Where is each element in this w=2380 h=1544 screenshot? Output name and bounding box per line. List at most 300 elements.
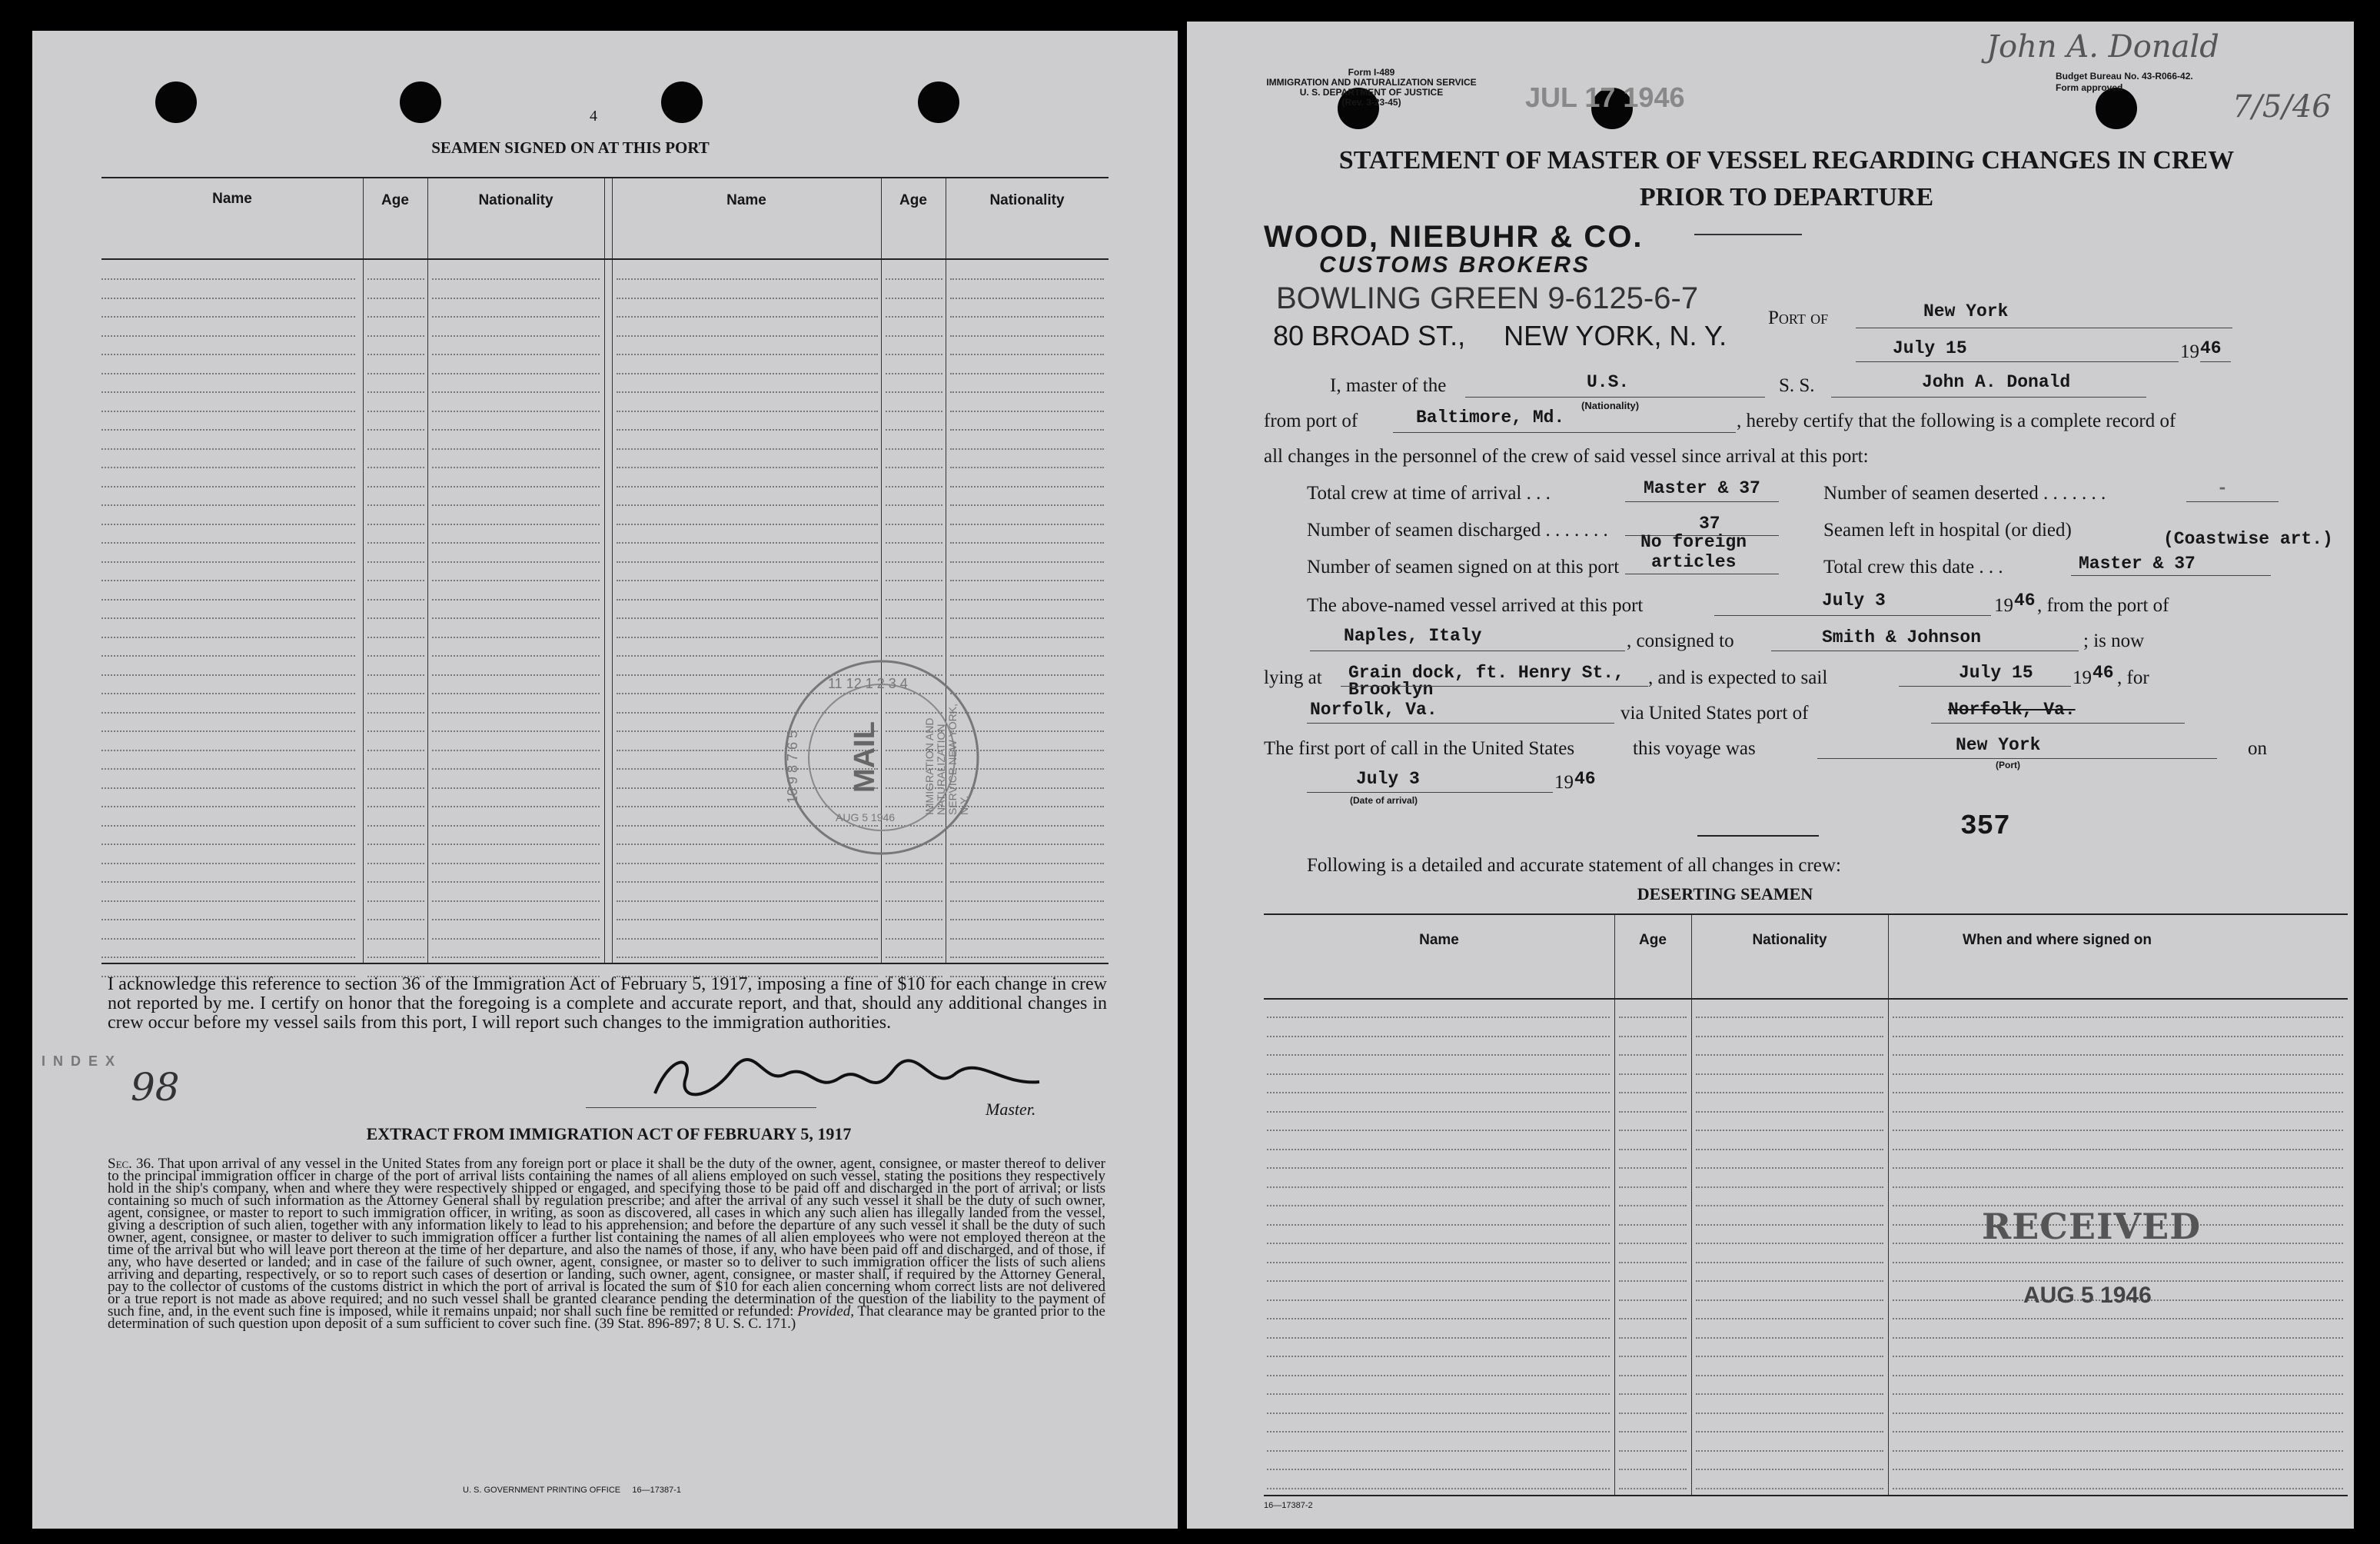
- mail-stamp-text: MAIL: [848, 721, 881, 793]
- table-row-rule: [432, 730, 600, 732]
- table-row-rule: [367, 448, 424, 450]
- section-title: SEAMEN SIGNED ON AT THIS PORT: [431, 138, 710, 157]
- table-row-rule: [367, 561, 424, 563]
- table-row-rule: [367, 825, 424, 827]
- column-header-age: Age: [899, 192, 927, 208]
- total-crew-value: Master & 37: [2079, 554, 2196, 574]
- table-row-rule: [367, 504, 424, 506]
- extract-title: EXTRACT FROM IMMIGRATION ACT OF FEBRUARY 5, 1917: [366, 1124, 852, 1143]
- table-row-rule: [617, 900, 878, 902]
- table-row-rule: [101, 524, 355, 525]
- table-row-rule: [367, 674, 424, 676]
- table-row-rule: [101, 655, 355, 657]
- column-header-name: Name: [1419, 932, 1459, 948]
- table-row-rule: [950, 617, 1104, 619]
- table-row-rule: [1267, 1413, 1610, 1414]
- table-row-rule: [617, 938, 878, 940]
- table-row-rule: [1696, 1054, 1883, 1056]
- statement-date: July 15: [1893, 338, 1967, 358]
- table-row-rule: [1619, 1299, 1687, 1301]
- table-row-rule: [432, 750, 600, 751]
- table-row-rule: [617, 957, 878, 958]
- table-row-rule: [1267, 1262, 1610, 1263]
- table-row-rule: [950, 919, 1104, 920]
- handwritten-date: 7/5/46: [2232, 89, 2332, 125]
- table-row-rule: [1619, 1186, 1687, 1188]
- table-row-rule: [1267, 1111, 1610, 1113]
- table-row-rule: [367, 750, 424, 751]
- table-row-rule: [367, 429, 424, 431]
- table-row-rule: [617, 599, 878, 601]
- table-row-rule: [1619, 1224, 1687, 1226]
- date-stamp: JUL 17 1946: [1525, 82, 1685, 113]
- first-port-underline: [1817, 758, 2217, 759]
- lying-at-borough: Brooklyn: [1348, 680, 1434, 700]
- ss-label: S. S.: [1779, 375, 1815, 396]
- table-row-rule: [1893, 1280, 2343, 1282]
- table-row-rule: [617, 467, 878, 468]
- table-row-rule: [367, 863, 424, 864]
- table-row-rule: [101, 542, 355, 544]
- table-row-rule: [101, 467, 355, 468]
- destination-port: Norfolk, Va.: [1310, 700, 1438, 720]
- table-row-rule: [432, 373, 600, 374]
- table-row-rule: [367, 316, 424, 318]
- form-department: U. S. DEPARTMENT OF JUSTICE: [1299, 87, 1444, 98]
- column-divider: [363, 178, 364, 963]
- table-row-rule: [367, 938, 424, 940]
- table-row-rule: [1267, 1243, 1610, 1244]
- table-row-rule: [1696, 1111, 1883, 1113]
- table-row-rule: [367, 599, 424, 601]
- crew-arrival-label: Total crew at time of arrival . . .: [1307, 483, 1551, 504]
- seamen-hospital-label: Seamen left in hospital (or died): [1823, 520, 2072, 541]
- vessel-nationality: U.S.: [1587, 372, 1630, 392]
- coastwise-note: (Coastwise art.): [2163, 529, 2333, 549]
- table-row-rule: [432, 599, 600, 601]
- via-port-underline: [1931, 723, 2185, 724]
- arrival-date-underline: [1307, 792, 1553, 793]
- form-subtitle: PRIOR TO DEPARTURE: [1639, 183, 1934, 211]
- consignee-value: Smith & Johnson: [1822, 627, 1982, 647]
- arrival-year: 46: [1574, 769, 1596, 789]
- table-row-rule: [432, 957, 600, 958]
- table-row-rule: [101, 730, 355, 732]
- table-row-rule: [367, 542, 424, 544]
- table-row-rule: [1267, 1318, 1610, 1319]
- table-row-rule: [1696, 1243, 1883, 1244]
- table-row-rule: [432, 391, 600, 393]
- column-divider: [612, 178, 613, 963]
- table-row-rule: [617, 373, 878, 374]
- budget-bureau: [2056, 71, 2193, 94]
- column-divider: [604, 178, 605, 963]
- for-label: , for: [2117, 667, 2149, 688]
- total-crew-underline: [2071, 575, 2271, 576]
- table-row-rule: [367, 617, 424, 619]
- via-label: via United States port of: [1620, 703, 1809, 724]
- table-row-rule: [101, 900, 355, 902]
- table-row-rule: [886, 467, 942, 468]
- expected-label: , and is expected to sail: [1648, 667, 1828, 688]
- table-row-rule: [101, 825, 355, 827]
- following-text: Following is a detailed and accurate statement of all changes in crew:: [1307, 855, 1841, 876]
- table-row-rule: [1893, 1186, 2343, 1188]
- table-row-rule: [1696, 1205, 1883, 1206]
- left-footer: U. S. GOVERNMENT PRINTING OFFICE 16—17387-1: [463, 1486, 682, 1495]
- table-row-rule: [367, 467, 424, 468]
- table-row-rule: [1696, 1017, 1883, 1018]
- table-row-rule: [101, 881, 355, 883]
- table-row-rule: [1267, 1017, 1610, 1018]
- vessel-name-underline: [1831, 397, 2146, 398]
- table-row-rule: [617, 919, 878, 920]
- page-number: 4: [590, 108, 597, 125]
- seamen-deserted-label: Number of seamen deserted . . . . . . .: [1823, 483, 2106, 504]
- table-row-rule: [1696, 1036, 1883, 1037]
- table-row-rule: [1696, 1431, 1883, 1433]
- table-row-rule: [101, 693, 355, 694]
- table-row-rule: [367, 881, 424, 883]
- table-row-rule: [1893, 1337, 2343, 1339]
- via-port-value: Norfolk, Va.: [1948, 700, 2076, 720]
- table-row-rule: [1267, 1393, 1610, 1395]
- signature-rule: [586, 1107, 816, 1108]
- table-row-rule: [432, 825, 600, 827]
- seamen-discharged-value: 37: [1699, 514, 1720, 534]
- table-row-rule: [432, 881, 600, 883]
- all-changes-text: all changes in the personnel of the crew of said vessel since arrival at this port:: [1264, 446, 1869, 467]
- table-row-rule: [950, 637, 1104, 638]
- from-port-value: Baltimore, Md.: [1416, 408, 1565, 428]
- table-row-rule: [950, 411, 1104, 412]
- punch-hole: [918, 82, 959, 123]
- sail-year: 46: [2092, 663, 2114, 683]
- first-port-value: New York: [1956, 735, 2041, 755]
- table-row-rule: [950, 373, 1104, 374]
- table-row-rule: [617, 524, 878, 525]
- table-row-rule: [1267, 1036, 1610, 1037]
- table-row-rule: [101, 504, 355, 506]
- table-row-rule: [950, 298, 1104, 299]
- table-row-rule: [1696, 1092, 1883, 1093]
- table-row-rule: [367, 957, 424, 958]
- table-row-rule: [1893, 1111, 2343, 1113]
- budget-number: Budget Bureau No. 43-R066-42.: [2056, 71, 2193, 82]
- table-row-rule: [1619, 1375, 1687, 1376]
- table-row-rule: [432, 561, 600, 563]
- table-row-rule: [886, 354, 942, 355]
- form-identifier: [1187, 68, 1564, 108]
- table-row-rule: [1696, 1375, 1883, 1376]
- table-row-rule: [950, 938, 1104, 940]
- table-row-rule: [1893, 1036, 2343, 1037]
- table-row-rule: [886, 580, 942, 581]
- column-header-nationality: Nationality: [478, 192, 553, 208]
- master-label: Master.: [986, 1100, 1036, 1119]
- table-row-rule: [950, 580, 1104, 581]
- table-row-rule: [1267, 1488, 1610, 1489]
- table-row-rule: [886, 524, 942, 525]
- table-row-rule: [950, 900, 1104, 902]
- broker-stamp-name: WOOD, NIEBUHR & CO.: [1264, 220, 1644, 254]
- table-row-rule: [367, 411, 424, 412]
- table-row-rule: [886, 335, 942, 337]
- table-row-rule: [1893, 1073, 2343, 1075]
- table-row-rule: [886, 863, 942, 864]
- table-row-rule: [617, 580, 878, 581]
- table-row-rule: [1267, 1280, 1610, 1282]
- table-row-rule: [1267, 1337, 1610, 1339]
- table-row-rule: [101, 637, 355, 638]
- table-row-rule: [1893, 1017, 2343, 1018]
- port-value: New York: [1923, 301, 2009, 321]
- table-row-rule: [367, 806, 424, 807]
- table-row-rule: [101, 938, 355, 940]
- table-row-rule: [1267, 1356, 1610, 1357]
- table-row-rule: [1893, 1488, 2343, 1489]
- table-row-rule: [1696, 1130, 1883, 1131]
- column-divider: [427, 178, 428, 963]
- table-row-rule: [101, 863, 355, 864]
- table-row-rule: [101, 429, 355, 431]
- table-row-rule: [432, 844, 600, 845]
- arrived-date-underline: [1714, 615, 1991, 616]
- table-row-rule: [1619, 1111, 1687, 1113]
- table-row-rule: [1267, 1149, 1610, 1150]
- table-row-rule: [1267, 1205, 1610, 1206]
- table-row-rule: [886, 617, 942, 619]
- separator-rule: [1697, 835, 1819, 837]
- table-row-rule: [367, 900, 424, 902]
- table-row-rule: [886, 561, 942, 563]
- table-row-rule: [1619, 1318, 1687, 1319]
- punch-hole: [661, 82, 703, 123]
- table-row-rule: [1267, 1186, 1610, 1188]
- table-row-rule: [367, 768, 424, 770]
- table-row-rule: [1619, 1130, 1687, 1131]
- table-row-rule: [950, 278, 1104, 280]
- no-foreign-value: No foreign: [1640, 532, 1747, 552]
- mail-stamp: [782, 657, 982, 857]
- table-row-rule: [367, 655, 424, 657]
- table-row-rule: [1619, 1356, 1687, 1357]
- table-row-rule: [432, 335, 600, 337]
- table-row-rule: [1267, 1130, 1610, 1131]
- table-row-rule: [432, 787, 600, 789]
- nationality-underline: [1465, 397, 1765, 398]
- column-divider: [1888, 915, 1889, 1495]
- port-label: Port of: [1768, 308, 1829, 328]
- table-row-rule: [432, 354, 600, 355]
- table-row-rule: [432, 429, 600, 431]
- table-row-rule: [1893, 1356, 2343, 1357]
- table-row-rule: [1696, 1299, 1883, 1301]
- extract-body: [108, 1158, 1105, 1330]
- column-divider: [1614, 915, 1615, 1495]
- table-row-rule: [617, 637, 878, 638]
- table-row-rule: [1619, 1337, 1687, 1339]
- table-row-rule: [1696, 1318, 1883, 1319]
- origin-port: Naples, Italy: [1344, 626, 1482, 646]
- table-row-rule: [432, 467, 600, 468]
- table-row-rule: [617, 316, 878, 318]
- table-row-rule: [101, 373, 355, 374]
- table-row-rule: [101, 712, 355, 714]
- table-row-rule: [1696, 1469, 1883, 1470]
- arrived-year: 46: [2014, 591, 2036, 611]
- table-row-rule: [432, 919, 600, 920]
- form-agency: IMMIGRATION AND NATURALIZATION SERVICE: [1266, 77, 1477, 88]
- table-row-rule: [432, 278, 600, 280]
- table-row-rule: [950, 881, 1104, 883]
- table-row-rule: [886, 957, 942, 958]
- table-row-rule: [367, 354, 424, 355]
- table-row-rule: [432, 806, 600, 807]
- table-row-rule: [101, 411, 355, 412]
- column-header-name: Name: [212, 191, 252, 207]
- table-row-rule: [101, 787, 355, 789]
- table-row-rule: [1696, 1393, 1883, 1395]
- table-row-rule: [1267, 1469, 1610, 1470]
- from-port-underline: [1393, 432, 1736, 433]
- table-row-rule: [1619, 1054, 1687, 1056]
- table-row-rule: [101, 750, 355, 751]
- table-row-rule: [367, 373, 424, 374]
- first-port-label: The first port of call in the United States: [1264, 738, 1575, 759]
- index-stamp: INDEX: [42, 1053, 123, 1069]
- extract-provided: Provided,: [797, 1303, 854, 1319]
- table-row-rule: [1696, 1356, 1883, 1357]
- acknowledgment-text: I acknowledge this reference to section 36 of the Immigration Act of February 5, 1917, imposing a fine of $10 for each change in crew not reported by me. I certify on honor that the foregoing is a complete and accurate report, and that, should any additional changes in crew occur before my vessel sails from this port, I will report such changes to the immigration authorities.: [108, 974, 1107, 1033]
- table-row-rule: [101, 957, 355, 958]
- from-port-label: from port of: [1264, 411, 1358, 431]
- table-row-rule: [617, 486, 878, 487]
- table-row-rule: [432, 674, 600, 676]
- arrived-year-prefix: 19: [1994, 595, 2013, 616]
- table-row-rule: [1619, 1469, 1687, 1470]
- table-row-rule: [886, 373, 942, 374]
- table-row-rule: [1267, 1224, 1610, 1226]
- column-header-signed-on: When and where signed on: [1963, 932, 2152, 948]
- svg-text:11 12 1 2 3 4: 11 12 1 2 3 4: [828, 676, 908, 691]
- lying-at-label: lying at: [1264, 667, 1322, 688]
- vessel-name: John A. Donald: [1922, 372, 2071, 392]
- extract-text: That upon arrival of any vessel in the United States from any foreign port or place it shall be the duty of the owner, agent, consignee, or master thereof to deliver to the principal immigration officer in charge of the port of arrival lists containing the names of all aliens employed on such vessel, stating the positions they respectively hold in the ship's company, when and where they were respectively shipped or engaged, and specifying those to be paid off and discharged in the port of arrival; or lists containing so much of such information as the Attorney General shall by regulation prescribe; and after the arrival of any such vessel it shall be the duty of such owner, agent, consignee, or master to report to such immigration officer, in writing, as soon as discovered, all cases in which any such alien has illegally landed from the vessel, giving a description of such alien, together with any information likely to lead to his apprehension; and before the departure of any such vessel it shall be the duty of such owner, agent, consignee, or master to deliver to such immigration officer a further list containing the names of all alien employees who were not employed thereon at the time of the arrival but who will leave port thereon at the time of her departure, and also the names of those, if any, who have been paid off and discharged, and of those, if any, who have deserted or landed; and in case of the failure of such owner, agent, consignee, or master so to deliver to such immigration officer the lists of such aliens arriving and departing, respectively, or so to report such cases of desertion or landing, such owner, agent, consignee, or master shall, if required by the Attorney General, pay to the collector of customs of the customs district in which the port of arrival is located the sum of $10 for each alien concerning whom correct lists are not delivered or a true report is not made as above required; and no such vessel shall be granted clearance pending the determination of the question of the liability to the payment of such fine, and, in the event such fine is imposed, while it remains unpaid; nor shall such fine be remitted or refunded:: [108, 1156, 1105, 1319]
- handwritten-vessel-name: John A. Donald: [1986, 29, 2219, 65]
- table-row-rule: [432, 655, 600, 657]
- form-revision: (Rev. 3-23-45): [1341, 97, 1401, 108]
- seamen-signed-on-label: Number of seamen signed on at this port: [1307, 557, 1620, 577]
- table-row-rule: [1619, 1149, 1687, 1150]
- table-row-rule: [886, 655, 942, 657]
- table-row-rule: [950, 467, 1104, 468]
- table-row-rule: [101, 561, 355, 563]
- date-underline: [1856, 361, 2179, 362]
- table-row-rule: [432, 504, 600, 506]
- table-row-rule: [101, 599, 355, 601]
- table-row-rule: [1619, 1092, 1687, 1093]
- table-row-rule: [1619, 1262, 1687, 1263]
- table-row-rule: [1267, 1054, 1610, 1056]
- table-row-rule: [432, 524, 600, 525]
- header-rule: [1264, 998, 2348, 1000]
- table-row-rule: [1267, 1431, 1610, 1433]
- table-row-rule: [432, 900, 600, 902]
- column-header-age: Age: [381, 192, 409, 208]
- table-row-rule: [101, 844, 355, 845]
- table-row-rule: [1696, 1262, 1883, 1263]
- form-approved: Form approved: [2056, 82, 2123, 93]
- crew-arrival-underline: [1625, 501, 1779, 502]
- table-row-rule: [950, 391, 1104, 393]
- table-row-rule: [1619, 1413, 1687, 1414]
- table-row-rule: [1619, 1205, 1687, 1206]
- table-row-rule: [432, 411, 600, 412]
- certify-text: , hereby certify that the following is a complete record of: [1737, 411, 2176, 431]
- table-row-rule: [101, 768, 355, 770]
- table-row-rule: [886, 298, 942, 299]
- year-prefix: 19: [2180, 341, 2199, 362]
- table-row-rule: [1696, 1224, 1883, 1226]
- form-number: Form I-489: [1348, 67, 1395, 78]
- seamen-deserted-value: -: [2217, 478, 2228, 498]
- table-row-rule: [101, 278, 355, 280]
- table-row-rule: [1893, 1469, 2343, 1470]
- header-rule: [101, 258, 1109, 260]
- extract-end: That clearance may be granted prior to the determination of such question upon deposit of a sum sufficient to cover such fine. (39 Stat. 896-897; 8 U. S. C. 171.): [108, 1303, 1105, 1332]
- table-row-rule: [1696, 1167, 1883, 1169]
- broker-stamp-phone: BOWLING GREEN 9-6125-6-7: [1276, 281, 1699, 315]
- table-row-rule: [886, 919, 942, 920]
- left-page: [32, 31, 1178, 1529]
- table-row-rule: [617, 504, 878, 506]
- table-row-rule: [1893, 1092, 2343, 1093]
- table-row-rule: [101, 448, 355, 450]
- from-port-of-label: , from the port of: [2037, 595, 2169, 616]
- table-row-rule: [1267, 1375, 1610, 1376]
- table-row-rule: [617, 335, 878, 337]
- table-bottom-rule: [101, 963, 1109, 964]
- table-row-rule: [1696, 1488, 1883, 1489]
- punch-hole: [400, 82, 441, 123]
- table-row-rule: [367, 730, 424, 732]
- right-footer: 16—17387-2: [1264, 1501, 1313, 1510]
- table-row-rule: [432, 768, 600, 770]
- table-row-rule: [950, 524, 1104, 525]
- table-row-rule: [886, 900, 942, 902]
- table-row-rule: [950, 316, 1104, 318]
- table-row-rule: [950, 655, 1104, 657]
- table-row-rule: [617, 411, 878, 412]
- table-row-rule: [432, 298, 600, 299]
- table-row-rule: [617, 429, 878, 431]
- table-row-rule: [367, 278, 424, 280]
- table-row-rule: [1267, 1299, 1610, 1301]
- table-row-rule: [950, 504, 1104, 506]
- mail-stamp-date: AUG 5 1946: [836, 811, 896, 824]
- punch-hole: [155, 82, 197, 123]
- table-row-rule: [950, 486, 1104, 487]
- table-row-rule: [886, 486, 942, 487]
- table-row-rule: [101, 806, 355, 807]
- table-row-rule: [1696, 1186, 1883, 1188]
- table-row-rule: [101, 919, 355, 920]
- table-row-rule: [950, 335, 1104, 337]
- table-row-rule: [617, 655, 878, 657]
- table-row-rule: [950, 542, 1104, 544]
- table-row-rule: [1893, 1318, 2343, 1319]
